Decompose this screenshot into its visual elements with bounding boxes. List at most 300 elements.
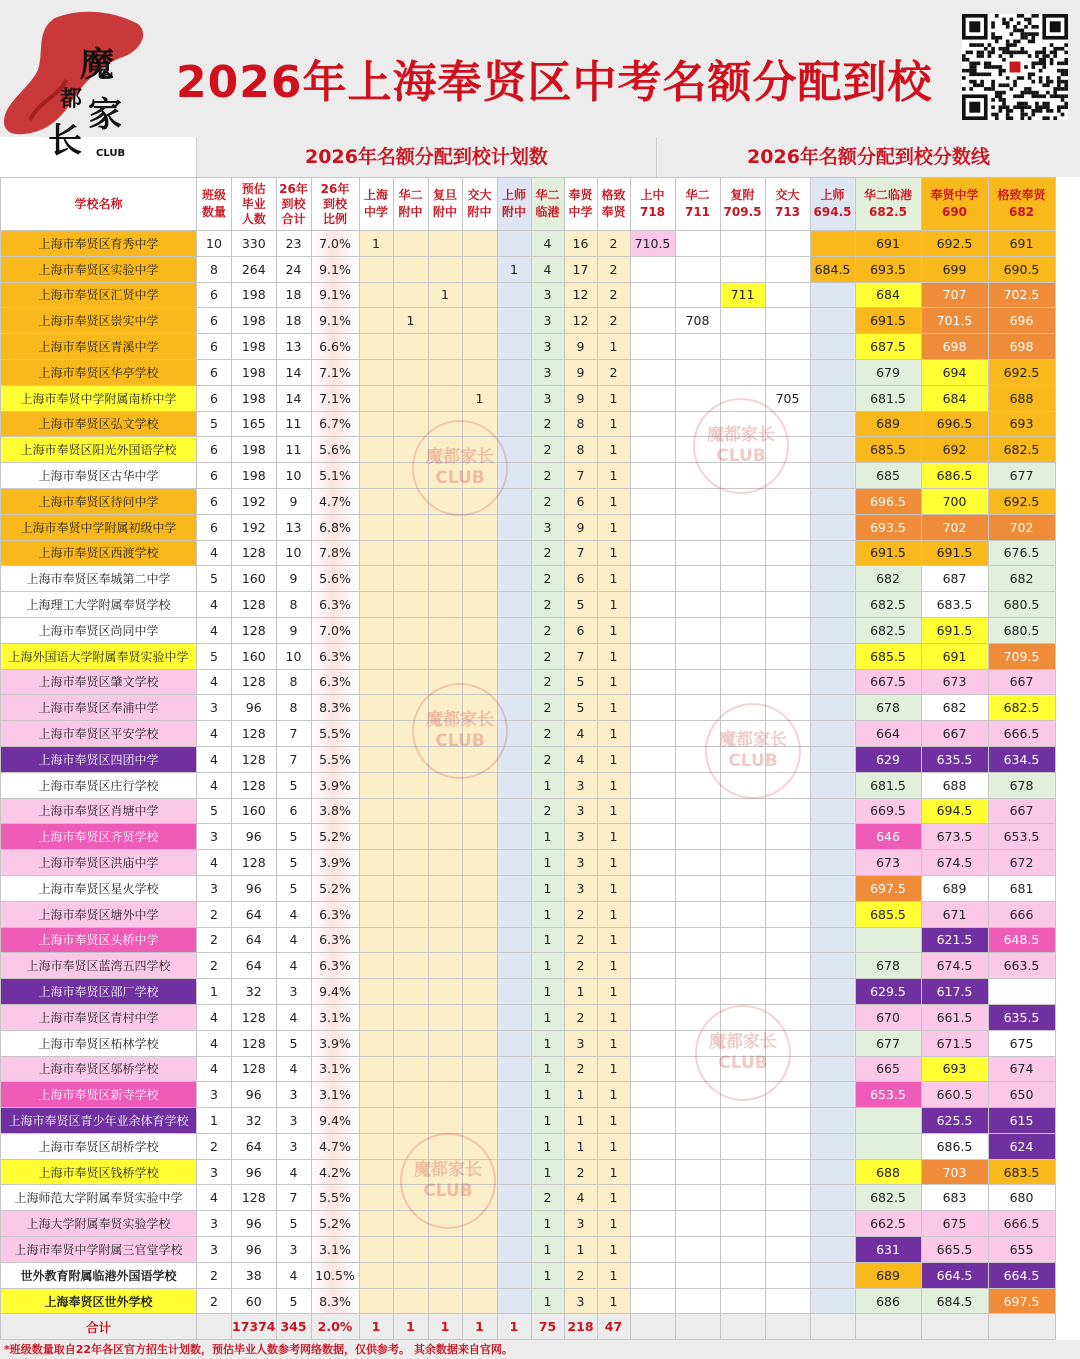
table-cell	[497, 953, 531, 979]
table-cell: 2	[531, 488, 564, 514]
table-cell: 687	[921, 566, 988, 592]
table-cell	[675, 617, 720, 643]
table-cell: 5.6%	[311, 437, 359, 463]
table-cell: 9.4%	[311, 1108, 359, 1134]
column-header: 华二 附中	[393, 178, 428, 231]
table-cell	[428, 979, 462, 1005]
table-row	[1, 488, 1056, 514]
table-cell	[497, 927, 531, 953]
table-cell: 3	[276, 979, 311, 1005]
table-cell: 673.5	[921, 824, 988, 850]
school-name: 上海市奉贤区阳光外国语学校	[1, 437, 197, 463]
table-cell	[428, 1030, 462, 1056]
table-cell: 688	[855, 1159, 921, 1185]
logo-char-zhang: 长	[48, 121, 82, 161]
table-cell	[675, 643, 720, 669]
table-cell	[720, 824, 765, 850]
table-cell	[675, 798, 720, 824]
table-cell: 696	[988, 308, 1055, 334]
table-cell: 10.5%	[311, 1262, 359, 1288]
table-cell: 4	[276, 1004, 311, 1030]
table-cell	[428, 514, 462, 540]
table-cell	[462, 1082, 497, 1108]
table-cell: 7	[564, 540, 597, 566]
table-cell: 7.1%	[311, 359, 359, 385]
table-cell: 128	[232, 1185, 277, 1211]
school-name: 上海市奉贤区四团中学	[1, 746, 197, 772]
table-cell	[675, 850, 720, 876]
table-cell: 1	[597, 1030, 630, 1056]
table-cell: 2	[531, 695, 564, 721]
table-cell	[810, 643, 855, 669]
table-cell: 5.5%	[311, 721, 359, 747]
table-cell: 9	[564, 334, 597, 360]
table-cell: 699	[921, 256, 988, 282]
table-cell: 698	[921, 334, 988, 360]
table-cell: 4	[197, 592, 232, 618]
table-cell: 3.1%	[311, 1082, 359, 1108]
column-header: 华二 711	[675, 178, 720, 231]
table-cell	[359, 385, 393, 411]
table-cell: 1	[531, 1056, 564, 1082]
table-cell: 2	[531, 592, 564, 618]
table-cell	[359, 1004, 393, 1030]
table-cell	[359, 953, 393, 979]
table-cell	[720, 643, 765, 669]
table-cell: 64	[232, 901, 277, 927]
table-cell: 5	[564, 695, 597, 721]
allocation-table	[0, 177, 1056, 1340]
table-cell: 684	[855, 282, 921, 308]
table-cell: 666.5	[988, 1211, 1055, 1237]
table-cell: 682.5	[855, 617, 921, 643]
table-cell: 1	[564, 979, 597, 1005]
table-cell: 4	[276, 1159, 311, 1185]
school-name: 上海市奉贤区肇文学校	[1, 669, 197, 695]
table-cell: 4	[531, 231, 564, 257]
table-cell: 2	[197, 1133, 232, 1159]
table-cell: 4	[276, 1056, 311, 1082]
table-cell: 4	[276, 927, 311, 953]
table-cell	[675, 953, 720, 979]
table-cell	[359, 514, 393, 540]
table-cell: 1	[564, 1082, 597, 1108]
table-cell: 1	[531, 953, 564, 979]
table-cell	[428, 334, 462, 360]
table-cell	[675, 927, 720, 953]
school-name: 上海市奉贤区青少年业余体育学校	[1, 1108, 197, 1134]
table-cell	[462, 592, 497, 618]
table-cell: 9.1%	[311, 256, 359, 282]
table-cell: 38	[232, 1262, 277, 1288]
table-row	[1, 798, 1056, 824]
table-cell: 691.5	[921, 540, 988, 566]
table-cell: 1	[564, 1237, 597, 1263]
total-cell: 1	[497, 1314, 531, 1340]
table-cell	[497, 411, 531, 437]
table-cell: 2	[564, 1262, 597, 1288]
table-cell: 2	[597, 256, 630, 282]
table-cell	[720, 256, 765, 282]
table-cell	[810, 669, 855, 695]
table-cell	[630, 979, 675, 1005]
table-cell	[855, 1108, 921, 1134]
table-cell: 666	[988, 901, 1055, 927]
table-cell	[393, 669, 428, 695]
table-cell	[675, 901, 720, 927]
table-cell: 661.5	[921, 1004, 988, 1030]
table-cell: 2	[531, 669, 564, 695]
table-cell	[675, 1237, 720, 1263]
table-cell: 128	[232, 850, 277, 876]
table-cell	[765, 824, 810, 850]
table-cell	[359, 1211, 393, 1237]
table-cell: 1	[597, 592, 630, 618]
table-cell	[462, 334, 497, 360]
table-cell: 5.2%	[311, 824, 359, 850]
table-cell	[359, 721, 393, 747]
table-cell: 6.7%	[311, 411, 359, 437]
table-cell	[630, 566, 675, 592]
table-cell: 1	[497, 256, 531, 282]
table-cell	[630, 850, 675, 876]
table-cell	[393, 1082, 428, 1108]
table-cell: 165	[232, 411, 277, 437]
table-cell	[630, 514, 675, 540]
table-cell: 9	[276, 617, 311, 643]
column-header: 华二临港 682.5	[855, 178, 921, 231]
school-name: 上海市奉贤区华亭学校	[1, 359, 197, 385]
table-cell: 655	[988, 1237, 1055, 1263]
table-cell: 2	[197, 1262, 232, 1288]
table-cell: 330	[232, 231, 277, 257]
total-cell: 218	[564, 1314, 597, 1340]
table-cell: 4.7%	[311, 488, 359, 514]
table-cell	[810, 566, 855, 592]
table-cell: 682.5	[855, 592, 921, 618]
total-cell	[855, 1314, 921, 1340]
table-cell	[810, 514, 855, 540]
table-cell: 692.5	[988, 488, 1055, 514]
section-score-title: 2026年名额分配到校分数线	[656, 137, 1080, 177]
column-header: 华二 临港	[531, 178, 564, 231]
table-cell: 4	[197, 1056, 232, 1082]
table-cell: 5	[197, 566, 232, 592]
table-cell: 676.5	[988, 540, 1055, 566]
table-cell	[497, 669, 531, 695]
table-cell	[765, 1159, 810, 1185]
school-name: 世外教育附属临港外国语学校	[1, 1262, 197, 1288]
table-cell	[720, 1159, 765, 1185]
table-cell: 5.2%	[311, 875, 359, 901]
total-cell: 17374	[232, 1314, 277, 1340]
table-cell: 9	[564, 359, 597, 385]
table-cell	[765, 850, 810, 876]
table-cell: 96	[232, 1237, 277, 1263]
table-cell: 1	[531, 927, 564, 953]
column-header: 交大 附中	[462, 178, 497, 231]
table-cell: 2	[564, 927, 597, 953]
table-cell: 64	[232, 1133, 277, 1159]
school-name: 上海市奉贤区实验中学	[1, 256, 197, 282]
table-cell: 7	[276, 721, 311, 747]
table-cell: 6	[564, 617, 597, 643]
table-cell: 2	[531, 1185, 564, 1211]
table-cell	[675, 824, 720, 850]
table-row	[1, 463, 1056, 489]
table-cell: 5.5%	[311, 1185, 359, 1211]
table-cell	[462, 1288, 497, 1314]
table-cell: 128	[232, 669, 277, 695]
table-cell: 2	[564, 1159, 597, 1185]
table-cell: 682.5	[855, 1185, 921, 1211]
table-row	[1, 256, 1056, 282]
table-cell: 1	[597, 488, 630, 514]
table-cell: 673	[921, 669, 988, 695]
school-name: 上海市奉贤区塘外中学	[1, 901, 197, 927]
table-cell: 684.5	[921, 1288, 988, 1314]
table-cell: 705	[765, 385, 810, 411]
table-cell: 5	[276, 824, 311, 850]
column-header: 26年 到校 合计	[276, 178, 311, 231]
header-row	[1, 178, 1056, 231]
school-name: 上海市奉贤区汇贤中学	[1, 282, 197, 308]
table-cell: 3	[531, 308, 564, 334]
table-cell: 198	[232, 463, 277, 489]
table-cell	[675, 566, 720, 592]
table-cell	[765, 566, 810, 592]
table-cell	[462, 617, 497, 643]
table-cell	[428, 953, 462, 979]
table-cell: 2	[597, 231, 630, 257]
table-cell	[428, 385, 462, 411]
table-cell	[630, 334, 675, 360]
table-cell	[393, 359, 428, 385]
table-cell: 8	[276, 669, 311, 695]
table-cell	[359, 1030, 393, 1056]
table-cell	[810, 334, 855, 360]
table-cell	[497, 1159, 531, 1185]
table-cell: 6.8%	[311, 514, 359, 540]
table-cell: 1	[428, 282, 462, 308]
table-cell	[810, 850, 855, 876]
table-cell	[630, 308, 675, 334]
table-cell: 13	[276, 514, 311, 540]
table-cell: 4	[197, 721, 232, 747]
table-cell	[462, 282, 497, 308]
table-cell: 12	[564, 308, 597, 334]
table-cell	[720, 308, 765, 334]
table-cell: 128	[232, 1004, 277, 1030]
table-cell	[497, 1185, 531, 1211]
table-cell: 1	[531, 1030, 564, 1056]
school-name: 上海大学附属奉贤实验学校	[1, 1211, 197, 1237]
table-cell: 4	[197, 617, 232, 643]
table-cell: 5	[197, 411, 232, 437]
table-cell	[810, 1262, 855, 1288]
table-cell: 1	[597, 1288, 630, 1314]
table-row	[1, 927, 1056, 953]
table-cell: 198	[232, 385, 277, 411]
table-cell: 96	[232, 875, 277, 901]
table-row	[1, 721, 1056, 747]
table-cell: 11	[276, 411, 311, 437]
table-cell: 1	[564, 1133, 597, 1159]
table-cell	[359, 927, 393, 953]
table-cell: 5	[276, 1288, 311, 1314]
table-cell: 7	[276, 746, 311, 772]
table-cell: 5	[564, 669, 597, 695]
table-cell	[462, 231, 497, 257]
table-cell	[428, 850, 462, 876]
school-name: 上海市奉贤区古华中学	[1, 463, 197, 489]
table-cell	[359, 669, 393, 695]
table-cell: 3	[276, 1237, 311, 1263]
table-cell: 96	[232, 1082, 277, 1108]
table-cell	[675, 979, 720, 1005]
table-cell	[428, 798, 462, 824]
table-cell	[810, 1159, 855, 1185]
table-cell: 1	[597, 463, 630, 489]
table-cell: 3.9%	[311, 1030, 359, 1056]
table-cell	[720, 953, 765, 979]
table-cell	[359, 282, 393, 308]
table-cell	[765, 256, 810, 282]
table-cell: 7.0%	[311, 231, 359, 257]
table-row	[1, 308, 1056, 334]
table-cell: 694.5	[921, 798, 988, 824]
table-cell	[720, 1108, 765, 1134]
table-cell	[810, 308, 855, 334]
table-cell	[497, 1211, 531, 1237]
table-cell: 1	[531, 1133, 564, 1159]
total-cell	[197, 1314, 232, 1340]
table-cell	[393, 256, 428, 282]
table-cell	[393, 901, 428, 927]
table-cell	[810, 488, 855, 514]
table-cell	[765, 334, 810, 360]
table-cell	[393, 875, 428, 901]
table-cell	[393, 979, 428, 1005]
table-cell: 673	[855, 850, 921, 876]
table-cell	[630, 824, 675, 850]
school-name: 上海市奉贤区待问中学	[1, 488, 197, 514]
column-header: 上师 附中	[497, 178, 531, 231]
table-cell: 32	[232, 1108, 277, 1134]
table-cell: 617.5	[921, 979, 988, 1005]
table-cell	[810, 1108, 855, 1134]
table-cell	[720, 798, 765, 824]
table-cell	[720, 850, 765, 876]
table-cell: 685.5	[855, 901, 921, 927]
table-cell	[393, 824, 428, 850]
total-cell: 47	[597, 1314, 630, 1340]
table-cell	[675, 359, 720, 385]
table-cell	[765, 488, 810, 514]
table-cell	[810, 437, 855, 463]
table-cell	[497, 282, 531, 308]
table-cell	[462, 1108, 497, 1134]
table-cell: 691	[855, 231, 921, 257]
school-name: 上海市奉贤区新寺学校	[1, 1082, 197, 1108]
table-cell: 4	[276, 1262, 311, 1288]
table-cell	[630, 1082, 675, 1108]
table-cell	[765, 927, 810, 953]
table-cell: 4	[531, 256, 564, 282]
table-cell	[359, 875, 393, 901]
table-cell: 2	[197, 953, 232, 979]
table-cell: 635.5	[921, 746, 988, 772]
table-cell	[630, 437, 675, 463]
table-cell	[720, 927, 765, 953]
table-cell: 1	[531, 1159, 564, 1185]
table-cell: 6.3%	[311, 669, 359, 695]
table-cell: 650	[988, 1082, 1055, 1108]
table-cell	[988, 979, 1055, 1005]
table-cell	[393, 953, 428, 979]
table-cell: 691	[988, 231, 1055, 257]
table-cell	[630, 1237, 675, 1263]
table-cell	[810, 901, 855, 927]
table-cell: 5	[197, 643, 232, 669]
table-cell: 8	[197, 256, 232, 282]
table-cell: 670	[855, 1004, 921, 1030]
table-cell	[810, 721, 855, 747]
table-cell	[675, 875, 720, 901]
table-cell: 689	[855, 411, 921, 437]
table-cell: 10	[276, 540, 311, 566]
school-name: 上海市奉贤区邬桥学校	[1, 1056, 197, 1082]
table-cell: 3	[531, 359, 564, 385]
table-cell: 1	[531, 824, 564, 850]
table-cell: 1	[531, 772, 564, 798]
table-cell	[428, 1262, 462, 1288]
table-cell	[720, 979, 765, 1005]
table-cell	[359, 488, 393, 514]
table-cell	[810, 411, 855, 437]
table-cell: 3	[531, 514, 564, 540]
table-cell	[765, 669, 810, 695]
table-cell: 6	[197, 385, 232, 411]
column-header: 奉贤中学 690	[921, 178, 988, 231]
table-cell: 7.1%	[311, 385, 359, 411]
school-name: 上海市奉贤区星火学校	[1, 875, 197, 901]
table-cell	[428, 824, 462, 850]
table-cell	[630, 463, 675, 489]
logo-char-mo: 魔	[80, 45, 114, 85]
logo-club: CLUB	[96, 148, 126, 159]
table-cell	[393, 772, 428, 798]
total-cell	[630, 1314, 675, 1340]
table-cell: 703	[921, 1159, 988, 1185]
table-cell	[393, 334, 428, 360]
table-cell	[462, 1262, 497, 1288]
total-cell: 1	[462, 1314, 497, 1340]
table-cell: 2	[564, 901, 597, 927]
table-cell	[359, 1288, 393, 1314]
watermark: 魔都家长 CLUB	[705, 703, 801, 799]
total-cell	[810, 1314, 855, 1340]
table-cell	[497, 359, 531, 385]
table-cell: 680.5	[988, 617, 1055, 643]
table-cell: 665	[855, 1056, 921, 1082]
column-header: 上中 718	[630, 178, 675, 231]
table-cell	[462, 875, 497, 901]
table-cell	[428, 566, 462, 592]
table-cell: 667.5	[855, 669, 921, 695]
table-cell: 4.7%	[311, 1133, 359, 1159]
table-cell: 2	[197, 901, 232, 927]
